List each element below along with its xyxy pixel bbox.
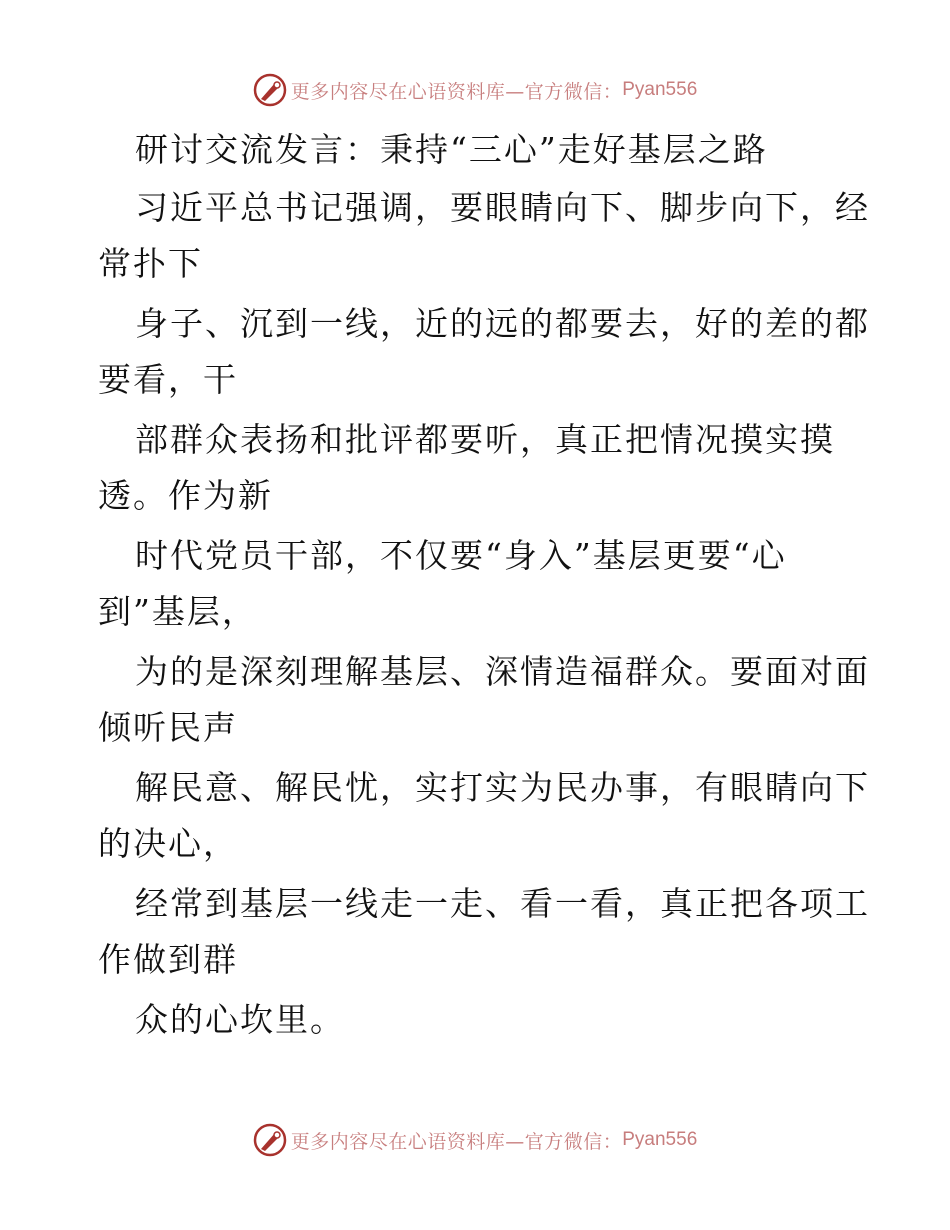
body-line: 解民意、解民忧，实打实为民办事，有眼睛向下 [135,768,870,807]
body-line: 习近平总书记强调，要眼睛向下、脚步向下，经 [135,188,870,227]
body-line: 要看，干 [98,360,238,399]
body-line: 常扑下 [98,244,203,283]
body-line: 到”基层， [98,592,257,631]
body-line: 身子、沉到一线，近的远的都要去，好的差的都 [135,304,870,343]
pen-logo-icon [253,1123,287,1157]
body-line: 时代党员干部，不仅要“身入”基层更要“心 [135,536,787,575]
body-line: 为的是深刻理解基层、深情造福群众。要面对面 [135,652,870,691]
watermark-id: Pyan556 [622,79,698,100]
body-line: 的决心， [98,824,238,863]
watermark-text: 更多内容尽在心语资料库—官方微信： [290,80,623,103]
body-line: 倾听民声 [98,708,238,747]
body-line: 作做到群 [98,940,238,979]
header-watermark [0,70,950,110]
footer-watermark [0,1120,950,1160]
watermark-id: Pyan556 [622,1129,698,1150]
body-line: 众的心坎里。 [135,1000,345,1039]
watermark-text: 更多内容尽在心语资料库—官方微信： [290,1130,623,1153]
body-line: 透。作为新 [98,476,273,515]
pen-logo-icon [253,73,287,107]
document-title: 研讨交流发言：秉持“三心”走好基层之路 [135,130,768,169]
body-line: 经常到基层一线走一走、看一看，真正把各项工 [135,884,870,923]
body-line: 部群众表扬和批评都要听，真正把情况摸实摸 [135,420,835,459]
